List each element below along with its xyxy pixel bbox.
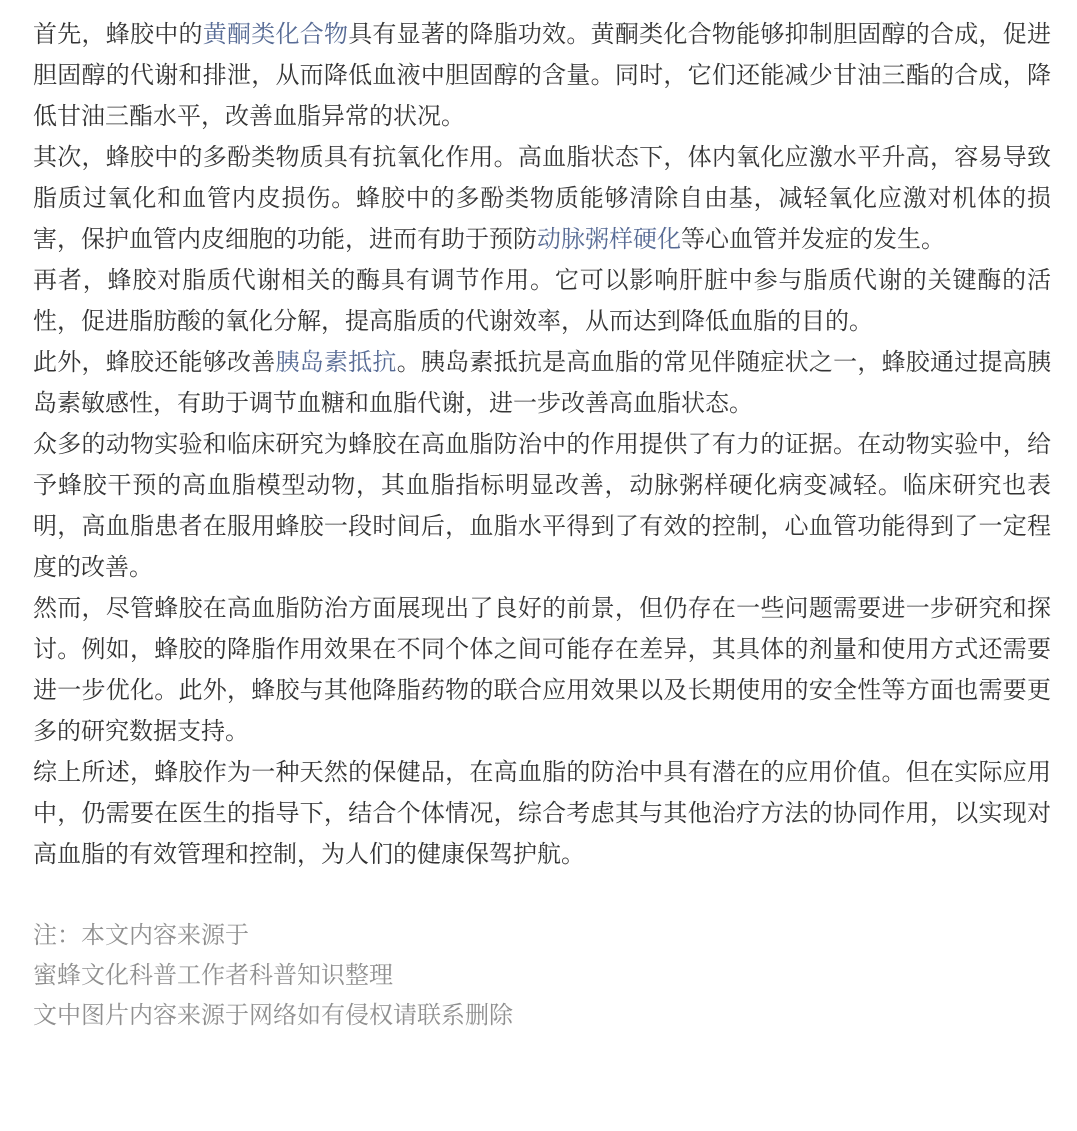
text-segment: 具有显著的降脂功效。黄酮类化合物能够抑制胆固醇的合成，促进胆固醇的代谢和排泄，从而降低血液中胆固醇的含量。同时，它们还能减少甘油三酯的合成，降低甘油三酯水平，改善血脂异常的状况。 xyxy=(33,20,1052,130)
paragraph-6 xyxy=(33,588,1051,752)
link-insulin-resistance[interactable]: 胰岛素抵抗 xyxy=(275,348,397,376)
paragraph-3 xyxy=(33,260,1051,342)
paragraph-4 xyxy=(33,342,1051,424)
paragraph-5 xyxy=(33,424,1051,588)
text-segment: 。胰岛素抵抗是高血脂的常见伴随症状之一，蜂胶通过提高胰岛素敏感性，有助于调节血糖和血脂代谢，进一步改善高血脂状态。 xyxy=(33,348,1052,417)
text-segment: 综上所述，蜂胶作为一种天然的保健品，在高血脂的防治中具有潜在的应用价值。但在实际应用中，仍需要在医生的指导下，结合个体情况，综合考虑其与其他治疗方法的协同作用，以实现对高血脂的有效管理和控制，为人们的健康保驾护航。 xyxy=(33,758,1051,868)
note-line-disclaimer: 文中图片内容来源于网络如有侵权请联系删除 xyxy=(33,1001,513,1029)
text-segment: 首先，蜂胶中的 xyxy=(33,20,203,48)
paragraph-2 xyxy=(33,137,1051,260)
paragraph-7 xyxy=(33,752,1051,875)
text-segment: 其次，蜂胶中的多酚类物质具有抗氧化作用。高血脂状态下，体内氧化应激水平升高，容易导致脂质过氧化和血管内皮损伤。蜂胶中的多酚类物质能够清除自由基，减轻氧化应激对机体的损害，保护血管内皮细胞的功能，进而有助于预防 xyxy=(33,143,1051,253)
text-segment: 等心血管并发症的发生。 xyxy=(681,225,945,253)
note-line-author: 蜜蜂文化科普工作者科普知识整理 xyxy=(33,961,393,989)
link-flavonoids[interactable]: 黄酮类化合物 xyxy=(202,20,349,48)
article-body xyxy=(33,14,1051,1035)
text-segment: 此外，蜂胶还能够改善 xyxy=(33,348,276,376)
source-note xyxy=(33,915,1051,1035)
text-segment: 众多的动物实验和临床研究为蜂胶在高血脂防治中的作用提供了有力的证据。在动物实验中，给予蜂胶干预的高血脂模型动物，其血脂指标明显改善，动脉粥样硬化病变减轻。临床研究也表明，高血脂患者在服用蜂胶一段时间后，血脂水平得到了有效的控制，心血管功能得到了一定程度的改善。 xyxy=(33,430,1051,581)
link-atherosclerosis[interactable]: 动脉粥样硬化 xyxy=(537,225,681,253)
paragraph-1 xyxy=(33,14,1051,137)
text-segment: 然而，尽管蜂胶在高血脂防治方面展现出了良好的前景，但仍存在一些问题需要进一步研究和探讨。例如，蜂胶的降脂作用效果在不同个体之间可能存在差异，其具体的剂量和使用方式还需要进一步优化。此外，蜂胶与其他降脂药物的联合应用效果以及长期使用的安全性等方面也需要更多的研究数据支持。 xyxy=(33,594,1051,745)
note-line-source: 注：本文内容来源于 xyxy=(33,921,249,949)
text-segment: 再者，蜂胶对脂质代谢相关的酶具有调节作用。它可以影响肝脏中参与脂质代谢的关键酶的活性，促进脂肪酸的氧化分解，提高脂质的代谢效率，从而达到降低血脂的目的。 xyxy=(33,266,1051,335)
